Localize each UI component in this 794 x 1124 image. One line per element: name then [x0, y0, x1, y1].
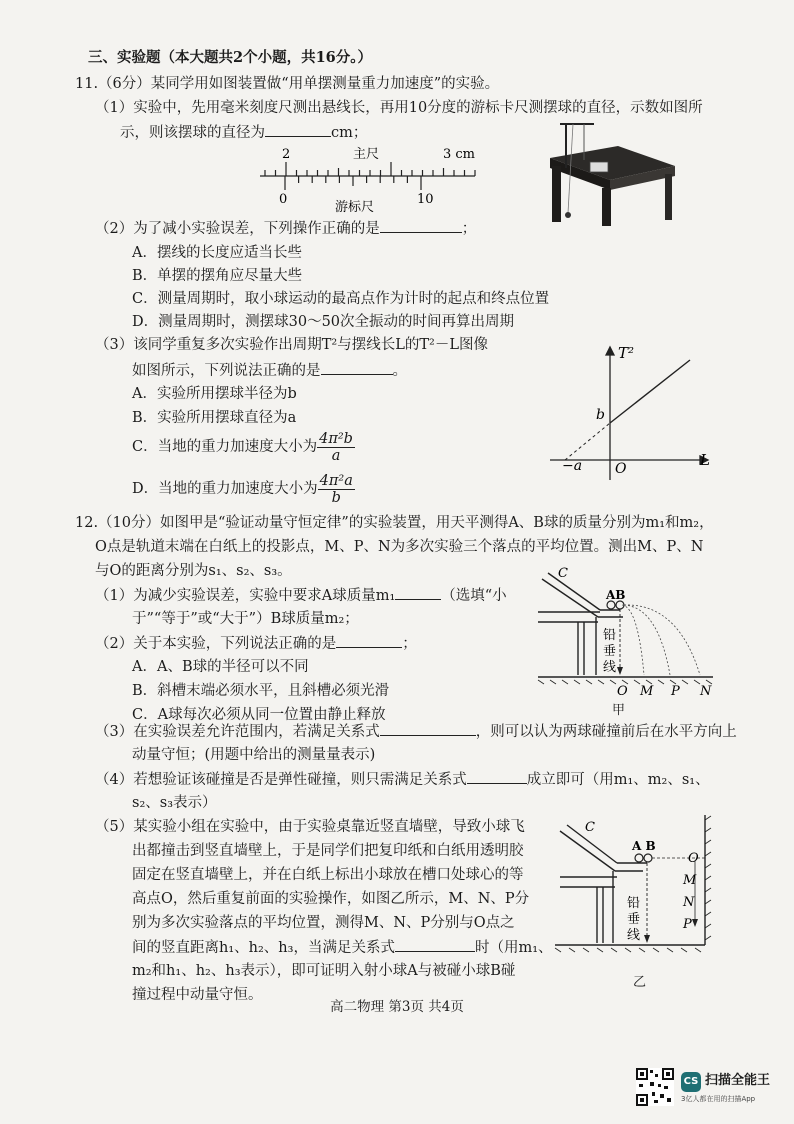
fig-yi-label-p: P [683, 917, 692, 932]
fig-jia-label-ab: AB [606, 588, 626, 602]
fig-yi-plumb-2: 垂 [627, 912, 641, 927]
section-title: 三、实验题（本大题共2个小题，共16分。） [88, 49, 373, 66]
q12-part1-line1: （1）为减少实验误差，实验中要求A球质量m₁ （选填“小 [95, 585, 507, 606]
answer-blank [265, 122, 331, 137]
fig-jia-label-o: O [617, 684, 628, 699]
graph-y-label: T² [618, 344, 635, 362]
q11-part1-line1: （1）实验中，先用毫米刻度尺测出悬线长，再用10分度的游标卡尺测摆球的直径，示数如图所 [95, 100, 703, 116]
caliper-label-3cm: 3 cm [443, 147, 476, 162]
q12-part4-line2: s₂、s₃表示） [132, 795, 217, 811]
q11-part3-option-a: A．实验所用摆球半径为b [132, 386, 297, 402]
caliper-main-scale-label: 主尺 [353, 147, 380, 162]
graph-origin-label: O [615, 461, 627, 477]
q12-option-a: A．A、B球的半径可以不同 [132, 659, 309, 675]
q11-option-b: B．单摆的摆角应尽量大些 [132, 268, 303, 284]
q12-part5-line1: （5）某实验小组在实验中，由于实验桌靠近竖直墙壁，导致小球飞 [95, 819, 525, 835]
q11-part3-line2: 如图所示，下列说法正确的是 。 [132, 360, 407, 381]
t2-l-graph [540, 340, 720, 490]
q11-stem: 11.（6分）某同学用如图装置做“用单摆测量重力加速度”的实验。 [75, 76, 500, 92]
fig-yi-label-m: M [683, 873, 697, 888]
graph-label-neg-a: −a [562, 458, 583, 474]
q11-part1-line2: 示，则该摆球的直径为 cm； [120, 122, 367, 143]
graph-x-label: L [700, 451, 710, 469]
fig-yi-plumb-3: 线 [627, 928, 641, 943]
q11-option-d: D．测量周期时，测摆球30～50次全振动的时间再算出周期 [132, 314, 515, 330]
q11-option-a: A．摆线的长度应适当长些 [132, 245, 302, 261]
caliper-label-2: 2 [282, 147, 291, 162]
figure-jia [538, 565, 718, 700]
fig-jia-label-p: P [671, 684, 680, 699]
fig-jia-label-m: M [640, 684, 654, 699]
q11-part3-option-c: C．当地的重力加速度大小为 $\frac{\text{4π²b}}{a}$ [132, 430, 353, 464]
q12-part5-line2: 出都撞击到竖直墙壁上，于是同学们把复印纸和白纸用透明胶 [132, 843, 524, 859]
answer-blank [380, 721, 476, 736]
q12-part5-line3: 固定在竖直墙壁上，并在白纸上标出小球放在槽口处球心的等 [132, 867, 524, 883]
q12-part1-line2: 于”“等于”或“大于”）B球质量m₂； [132, 611, 359, 627]
q12-stem-line3: 与O的距离分别为s₁、s₂、s₃。 [95, 563, 292, 579]
q11-part3-option-d: D．当地的重力加速度大小为 $\frac{\text{4π²a}}{b}$ [132, 472, 353, 506]
answer-blank [395, 585, 441, 600]
fig-jia-plumb-1: 铅 [603, 628, 617, 643]
q12-part5-line8: 撞过程中动量守恒。 [132, 987, 263, 1003]
fig-yi-label-n: N [683, 895, 695, 910]
answer-blank [336, 633, 402, 648]
caliper-label-0: 0 [279, 192, 288, 207]
answer-blank [467, 769, 527, 784]
answer-blank [321, 360, 393, 375]
q11-part3-line1: （3）该同学重复多次实验作出周期T²与摆线长L的T²－L图像 [95, 337, 488, 353]
pendulum-apparatus-figure [540, 118, 680, 230]
q12-part5-line5: 别为多次实验落点的平均位置，测得M、N、P分别与O点之 [132, 915, 515, 931]
q12-stem-line1: 12.（10分）如图甲是“验证动量守恒定律”的实验装置，用天平测得A、B球的质量分别为m₁和m₂， [75, 515, 714, 531]
watermark-subtext: 3亿人都在用的扫描App [681, 1095, 756, 1103]
vernier-caliper-figure [255, 140, 485, 218]
fig-yi-plumb-1: 铅 [627, 896, 641, 911]
q11-part2: （2）为了减小实验误差，下列操作正确的是 ； [95, 218, 476, 239]
qr-code [636, 1068, 674, 1106]
fig-yi-label-c: C [585, 820, 595, 835]
q12-part5-line4: 高点O，然后重复前面的实验操作，如图乙所示，M、N、P分 [132, 891, 530, 907]
cs-logo-icon: CS [681, 1072, 701, 1092]
q12-part3-line2: 动量守恒；(用题中给出的测量量表示) [132, 747, 376, 763]
q12-option-b: B．斜槽末端必须水平，且斜槽必须光滑 [132, 683, 390, 699]
fig-jia-label-c: C [558, 566, 568, 581]
fig-jia-label-n: N [700, 684, 712, 699]
answer-blank [380, 218, 462, 233]
figure-yi [555, 815, 725, 965]
fig-yi-label-ab: A B [632, 839, 656, 853]
q12-part3-line1: （3）在实验误差允许范围内，若满足关系式 ，则可以认为两球碰撞前后在水平方向上 [95, 721, 737, 742]
q12-part5-line6: 间的竖直距离h₁、h₂、h₃，当满足关系式 时（用m₁、 [132, 937, 553, 958]
caliper-label-10: 10 [417, 192, 434, 207]
fig-yi-caption: 乙 [633, 975, 647, 990]
q11-option-c: C．测量周期时，取小球运动的最高点作为计时的起点和终点位置 [132, 291, 550, 307]
q12-part5-line7: m₂和h₁、h₂、h₃表示），即可证明入射小球A与被碰小球B碰 [132, 963, 516, 979]
q11-part3-option-b: B．实验所用摆球直径为a [132, 410, 297, 426]
graph-label-b: b [596, 407, 605, 423]
watermark-brand: 扫描全能王 [705, 1073, 771, 1088]
answer-blank [395, 937, 475, 952]
q12-stem-line2: O点是轨道末端在白纸上的投影点，M、P、N为多次实验三个落点的平均位置。测出M、P、N [95, 539, 704, 555]
fig-jia-caption: 甲 [612, 703, 626, 718]
q12-part4-line1: （4）若想验证该碰撞是否是弹性碰撞，则只需满足关系式 成立即可（用m₁、m₂、s₁、 [95, 769, 710, 790]
page-footer: 高二物理 第3页 共4页 [330, 999, 464, 1015]
caliper-vernier-label: 游标尺 [335, 200, 375, 215]
fig-yi-label-o: O [688, 851, 699, 866]
fig-jia-plumb-2: 垂 [603, 644, 617, 659]
fig-jia-plumb-3: 线 [603, 660, 617, 675]
q12-option-c: C．A球每次必须从同一位置由静止释放 [132, 707, 386, 723]
q12-part2: （2）关于本实验，下列说法正确的是 ； [95, 633, 417, 654]
